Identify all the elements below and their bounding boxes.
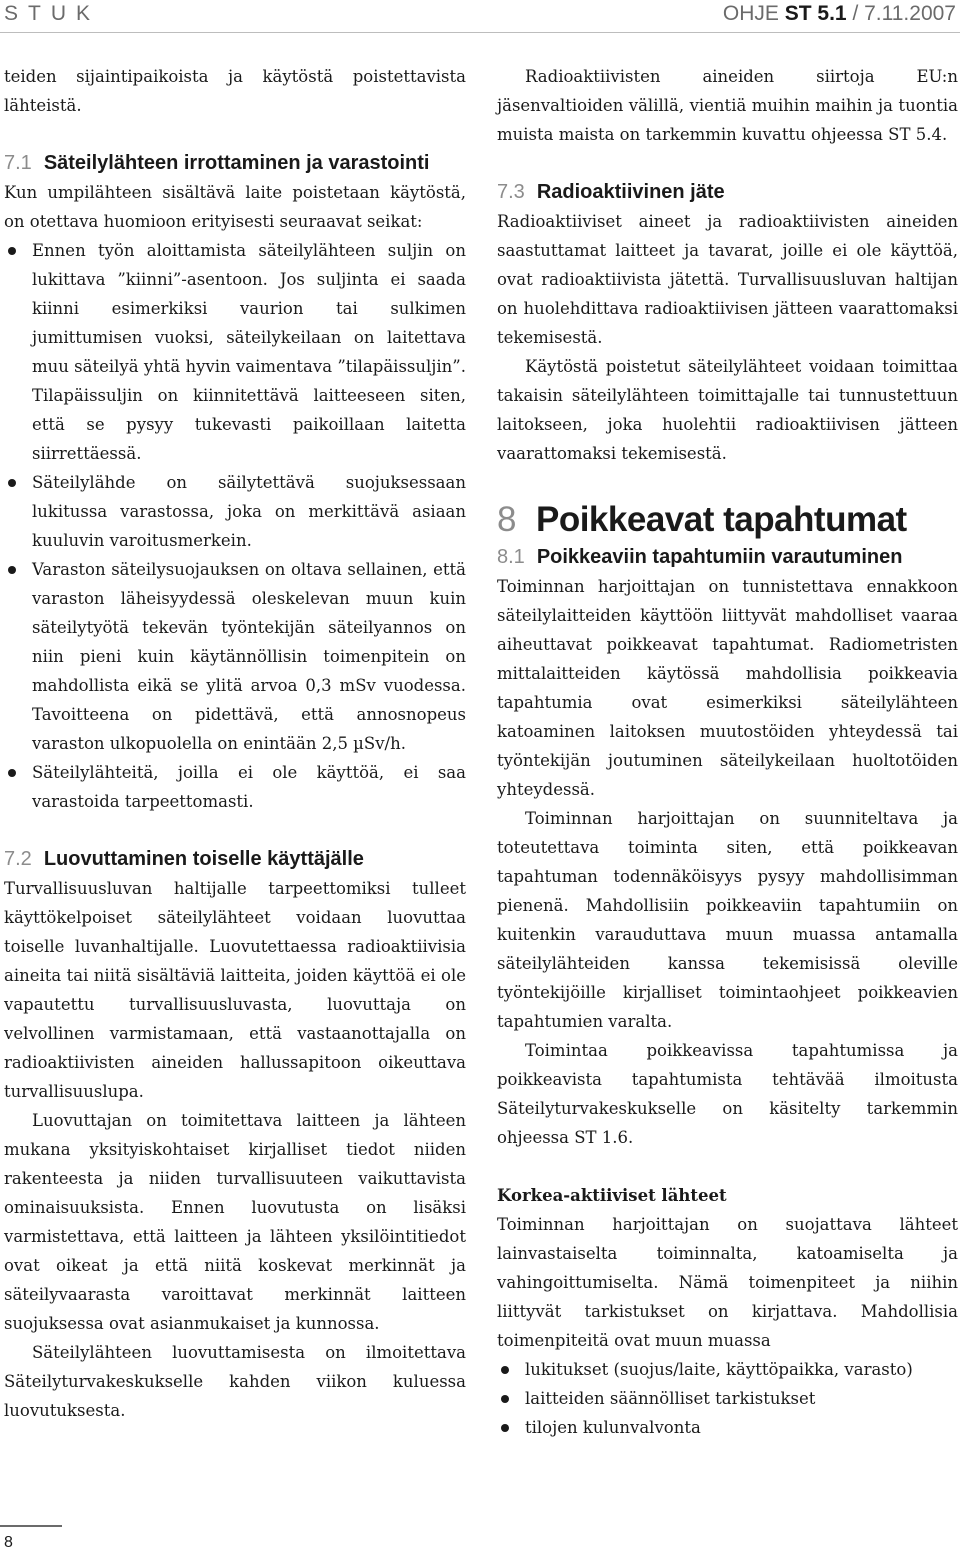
doc-code: ST 5.1	[784, 2, 847, 25]
right-intro-paragraph: Radioaktiivisten aineiden siirtoja EU:n jäsenvaltioiden välillä, vientiä muihin maihin ja tuontia muista maista on tarkemmin kuvattu ohjeessa ST 5.4.	[497, 67, 958, 144]
section-7-1-list	[4, 236, 466, 816]
header-brand: STUK	[4, 2, 101, 25]
left-intro-paragraph: teiden sijaintipaikoista ja käytöstä poistettavista lähteistä.	[4, 67, 466, 115]
doc-date: / 7.11.2007	[852, 2, 956, 25]
section-number: 7.2	[4, 848, 32, 870]
paragraph: Radioaktiiviset aineet ja radioaktiivisten aineiden saastuttamat laitteet ja tavarat, joille ei ole käyttöä, ovat radioaktiivista jätettä. Turvallisuusluvan haltijan on huolehdittava radioaktiivisen jätteen vaarattomaksi tekemisestä.	[497, 212, 958, 347]
chapter-8-heading	[497, 497, 958, 543]
paragraph: Käytöstä poistetut säteilylähteet voidaan toimittaa takaisin säteilylähteen toimittajalle tai tunnustettuun laitokseen, joka huolehtii radioaktiivisen jätteen vaarattomaksi tekemisestä.	[497, 357, 958, 463]
header-doc-id	[723, 2, 956, 26]
section-title: Poikkeaviin tapahtumiin varautuminen	[536, 546, 903, 568]
paragraph: Toiminnan harjoittajan on suunniteltava ja toteutettava toiminta siten, että poikkeavan tapahtuman todennäköisyys pysyy mahdollisimman pienenä. Mahdollisiin poikkeaviin tapahtumiin on kuitenkin varauduttava muun muassa antamalla säteilylähteiden kanssa tekemisissä oleville työntekijöille kirjalliset toimintaohjeet poikkeavien tapahtumien varalta.	[497, 809, 958, 1031]
paragraph: Säteilylähteen luovuttamisesta on ilmoitettava Säteilyturvakeskukselle kahden viikon kuluessa luovutuksesta.	[4, 1343, 466, 1420]
list-item: tilojen kulunvalvonta	[497, 1413, 958, 1442]
high-activity-list	[497, 1355, 958, 1442]
section-number: 7.1	[4, 152, 32, 174]
list-item: laitteiden säännölliset tarkistukset	[497, 1384, 958, 1413]
section-number: 7.3	[497, 181, 525, 203]
section-8-1-heading	[497, 543, 958, 572]
section-7-3-heading	[497, 178, 958, 207]
list-item: Ennen työn aloittamista säteilylähteen suljin on lukittava ”kiinni”-asentoon. Jos suljinta ei saada kiinni esimerkiksi vaurion tai sulkimen jumittumisen vuoksi, säteilykeilaan on laitettava muu säteilyä yhtä hyvin vaimentava ”tilapäissuljin”. Tilapäissuljin on kiinnitettävä laitteeseen siten, että se pysyy tukevasti paikoillaan laitetta siirrettäessä.	[4, 236, 466, 468]
right-column	[497, 62, 958, 1442]
doc-prefix: OHJE	[722, 2, 779, 25]
paragraph: Toiminnan harjoittajan on tunnistettava ennakkoon säteilylaitteiden käyttöön liittyvät mahdolliset vaaraa aiheuttavat poikkeavat tapahtumat. Radiometristen mittalaitteiden käytössä mahdollisia poikkeavia tapahtumia ovat esimerkiksi säteilylähteen katoaminen laitoksen muutostöiden yhteydessä tai työntekijän joutuminen säteilykeilaan huoltotöiden yhteydessä.	[497, 577, 958, 799]
paragraph: Turvallisuusluvan haltijalle tarpeettomiksi tulleet käyttökelpoiset säteilylähteet voidaan luovuttaa toiselle luvanhaltijalle. Luovutettaessa radioaktiivisia aineita tai niitä sisältäviä laitteita, joiden käyttöä ei ole vapautettu turvallisuusluvasta, luovuttaja on velvollinen varmistamaan, että vastaanottajalla on radioaktiivisten aineiden hallussapitoon oikeuttava turvallisuuslupa.	[4, 879, 466, 1101]
paragraph: Toiminnan harjoittajan on suojattava lähteet lainvastaiselta toiminnalta, katoamiselta ja vahingoittumiselta. Nämä toimenpiteet ja niihin liittyvät tarkistukset on kirjattava. Mahdollisia toimenpiteitä ovat muun muassa	[497, 1215, 958, 1350]
section-7-1-heading	[4, 149, 466, 178]
footer-rule	[0, 1525, 62, 1527]
section-7-2-heading	[4, 845, 466, 874]
section-title: Säteilylähteen irrottaminen ja varastointi	[43, 152, 430, 174]
chapter-title: Poikkeavat tapahtumat	[535, 500, 907, 539]
section-7-1-intro: Kun umpilähteen sisältävä laite poistetaan käytöstä, on otettava huomioon erityisesti seuraavat seikat:	[4, 183, 466, 231]
left-column	[4, 62, 466, 1425]
chapter-number: 8	[497, 500, 516, 539]
page-number: 8	[4, 1534, 13, 1551]
list-item: Säteilylähteitä, joilla ei ole käyttöä, ei saa varastoida tarpeettomasti.	[4, 758, 466, 816]
section-number: 8.1	[497, 546, 525, 568]
list-item: Varaston säteilysuojauksen on oltava sellainen, että varaston läheisyydessä oleskelevan muun kuin säteilytyötä tekevän työntekijän säteilyannos on niin pieni kuin käytännöllisin toimenpitein on mahdollista eikä se ylitä arvoa 0,3 mSv vuodessa. Tavoitteena on pidettävä, että annosnopeus varaston ulkopuolella on enintään 2,5 µSv/h.	[4, 555, 466, 758]
section-title: Radioaktiivinen jäte	[536, 181, 725, 203]
paragraph: Toimintaa poikkeavissa tapahtumissa ja poikkeavista tapahtumista tehtävää ilmoitusta Säteilyturvakeskukselle on käsitelty tarkemmin ohjeessa ST 1.6.	[497, 1041, 958, 1147]
high-activity-heading: Korkea-aktiiviset lähteet	[497, 1186, 727, 1205]
list-item: lukitukset (suojus/laite, käyttöpaikka, varasto)	[497, 1355, 958, 1384]
paragraph: Luovuttajan on toimitettava laitteen ja lähteen mukana yksityiskohtaiset kirjalliset tiedot niiden rakenteesta ja niiden turvallisuuteen vaikuttavista ominaisuuksista. Ennen luovutusta on lisäksi varmistettava, että laitteen ja lähteen yksilöintitiedot ovat oikeat ja että niitä koskevat merkinnät ja säteilyvaarasta varoittavat merkinnät laitteen suojuksessa ovat asianmukaiset ja kunnossa.	[4, 1111, 466, 1333]
header-rule	[0, 32, 960, 33]
list-item: Säteilylähde on säilytettävä suojuksessaan lukitussa varastossa, joka on merkittävä asiaan kuuluvin varoitusmerkein.	[4, 468, 466, 555]
section-title: Luovuttaminen toiselle käyttäjälle	[43, 848, 364, 870]
